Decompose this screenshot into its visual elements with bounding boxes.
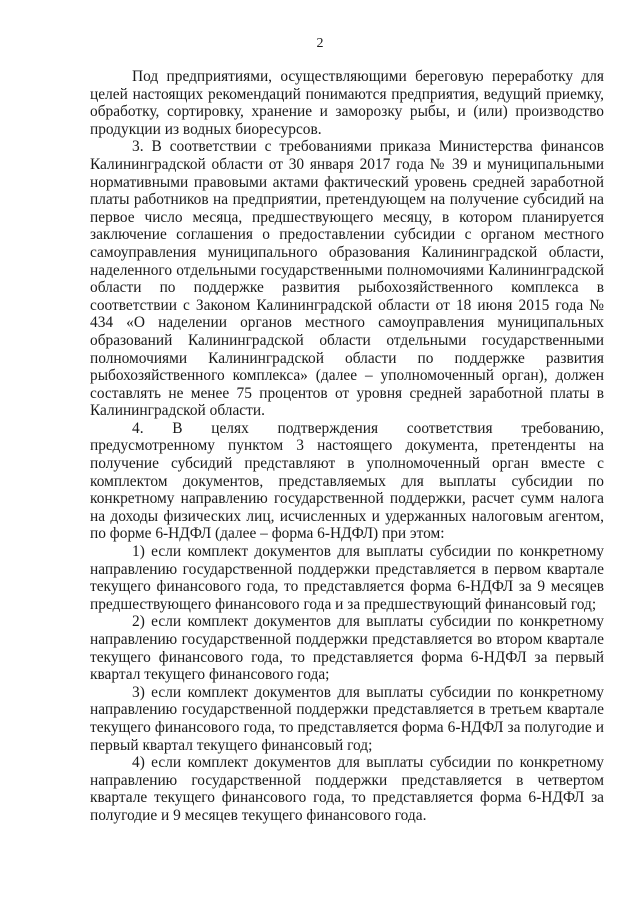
paragraph-item-4: 4. В целях подтверждения соответствия требованию, предусмотренному пунктом 3 настоящего документа, претенденты на получение субсидий представляют в уполномоченный орган вместе с комплектом документов, представляемых для выплаты субсидии по конкретному направлению государственной поддержки, расчет сумм налога на доходы физических лиц, исчисленных и удержанных налоговым агентом, по форме 6-НДФЛ (далее – форма 6-НДФЛ) при этом: [90, 419, 604, 543]
paragraph-definition: Под предприятиями, осуществляющими береговую переработку для целей настоящих рекомендаций понимаются предприятия, ведущий приемку, обработку, сортировку, хранение и заморозку рыбы, и (или) производство продукции из водных биоресурсов. [90, 68, 604, 138]
subparagraph-3: 3) если комплект документов для выплаты субсидии по конкретному направлению государственной поддержки представляется в третьем квартале текущего финансового года, то представляется форма 6-НДФЛ за полугодие и первый квартал текущего финансовый год; [90, 683, 604, 754]
subparagraph-1: 1) если комплект документов для выплаты субсидии по конкретному направлению государственной поддержки представляется в первом квартале текущего финансового года, то представляется форма 6-НДФЛ за 9 месяцев предшествующего финансового года и за предшествующий финансовый год; [90, 543, 604, 613]
paragraph-item-3: 3. В соответствии с требованиями приказа Министерства финансов Калининградской области от 30 января 2017 года № 39 и муниципальными нормативными правовыми актами фактический уровень средней заработной платы работников на предприятии, претендующем на получение субсидий на первое число месяца, предшествующего месяцу, в котором планируется заключение соглашения о предоставлении субсидии с органом местного самоуправления муниципального образования Калининградской области, наделенного отдельными государственными полномочиями Калининградской области по поддержке развития рыбохозяйственного комплекса в соответствии с Законом Калининградской области от 18 июня 2015 года № 434 «О наделении органов местного самоуправления муниципальных образований Калининградской области отдельными государственными полномочиями Калининградской области по поддержке развития рыбохозяйственного комплекса» (далее – уполномоченный орган), должен составлять не менее 75 процентов от уровня средней заработной платы в Калининградской области. [90, 138, 604, 420]
subparagraph-4: 4) если комплект документов для выплаты субсидии по конкретному направлению государственной поддержки представляется в четвертом квартале текущего финансового года, то представляется форма 6-НДФЛ за полугодие и 9 месяцев текущего финансового года. [90, 754, 604, 824]
page-number: 2 [316, 36, 324, 51]
document-body [90, 68, 604, 825]
subparagraph-2: 2) если комплект документов для выплаты субсидии по конкретному направлению государственной поддержки представляется во втором квартале текущего финансового года, то представляется форма 6-НДФЛ за первый квартал текущего финансового года; [90, 613, 604, 684]
